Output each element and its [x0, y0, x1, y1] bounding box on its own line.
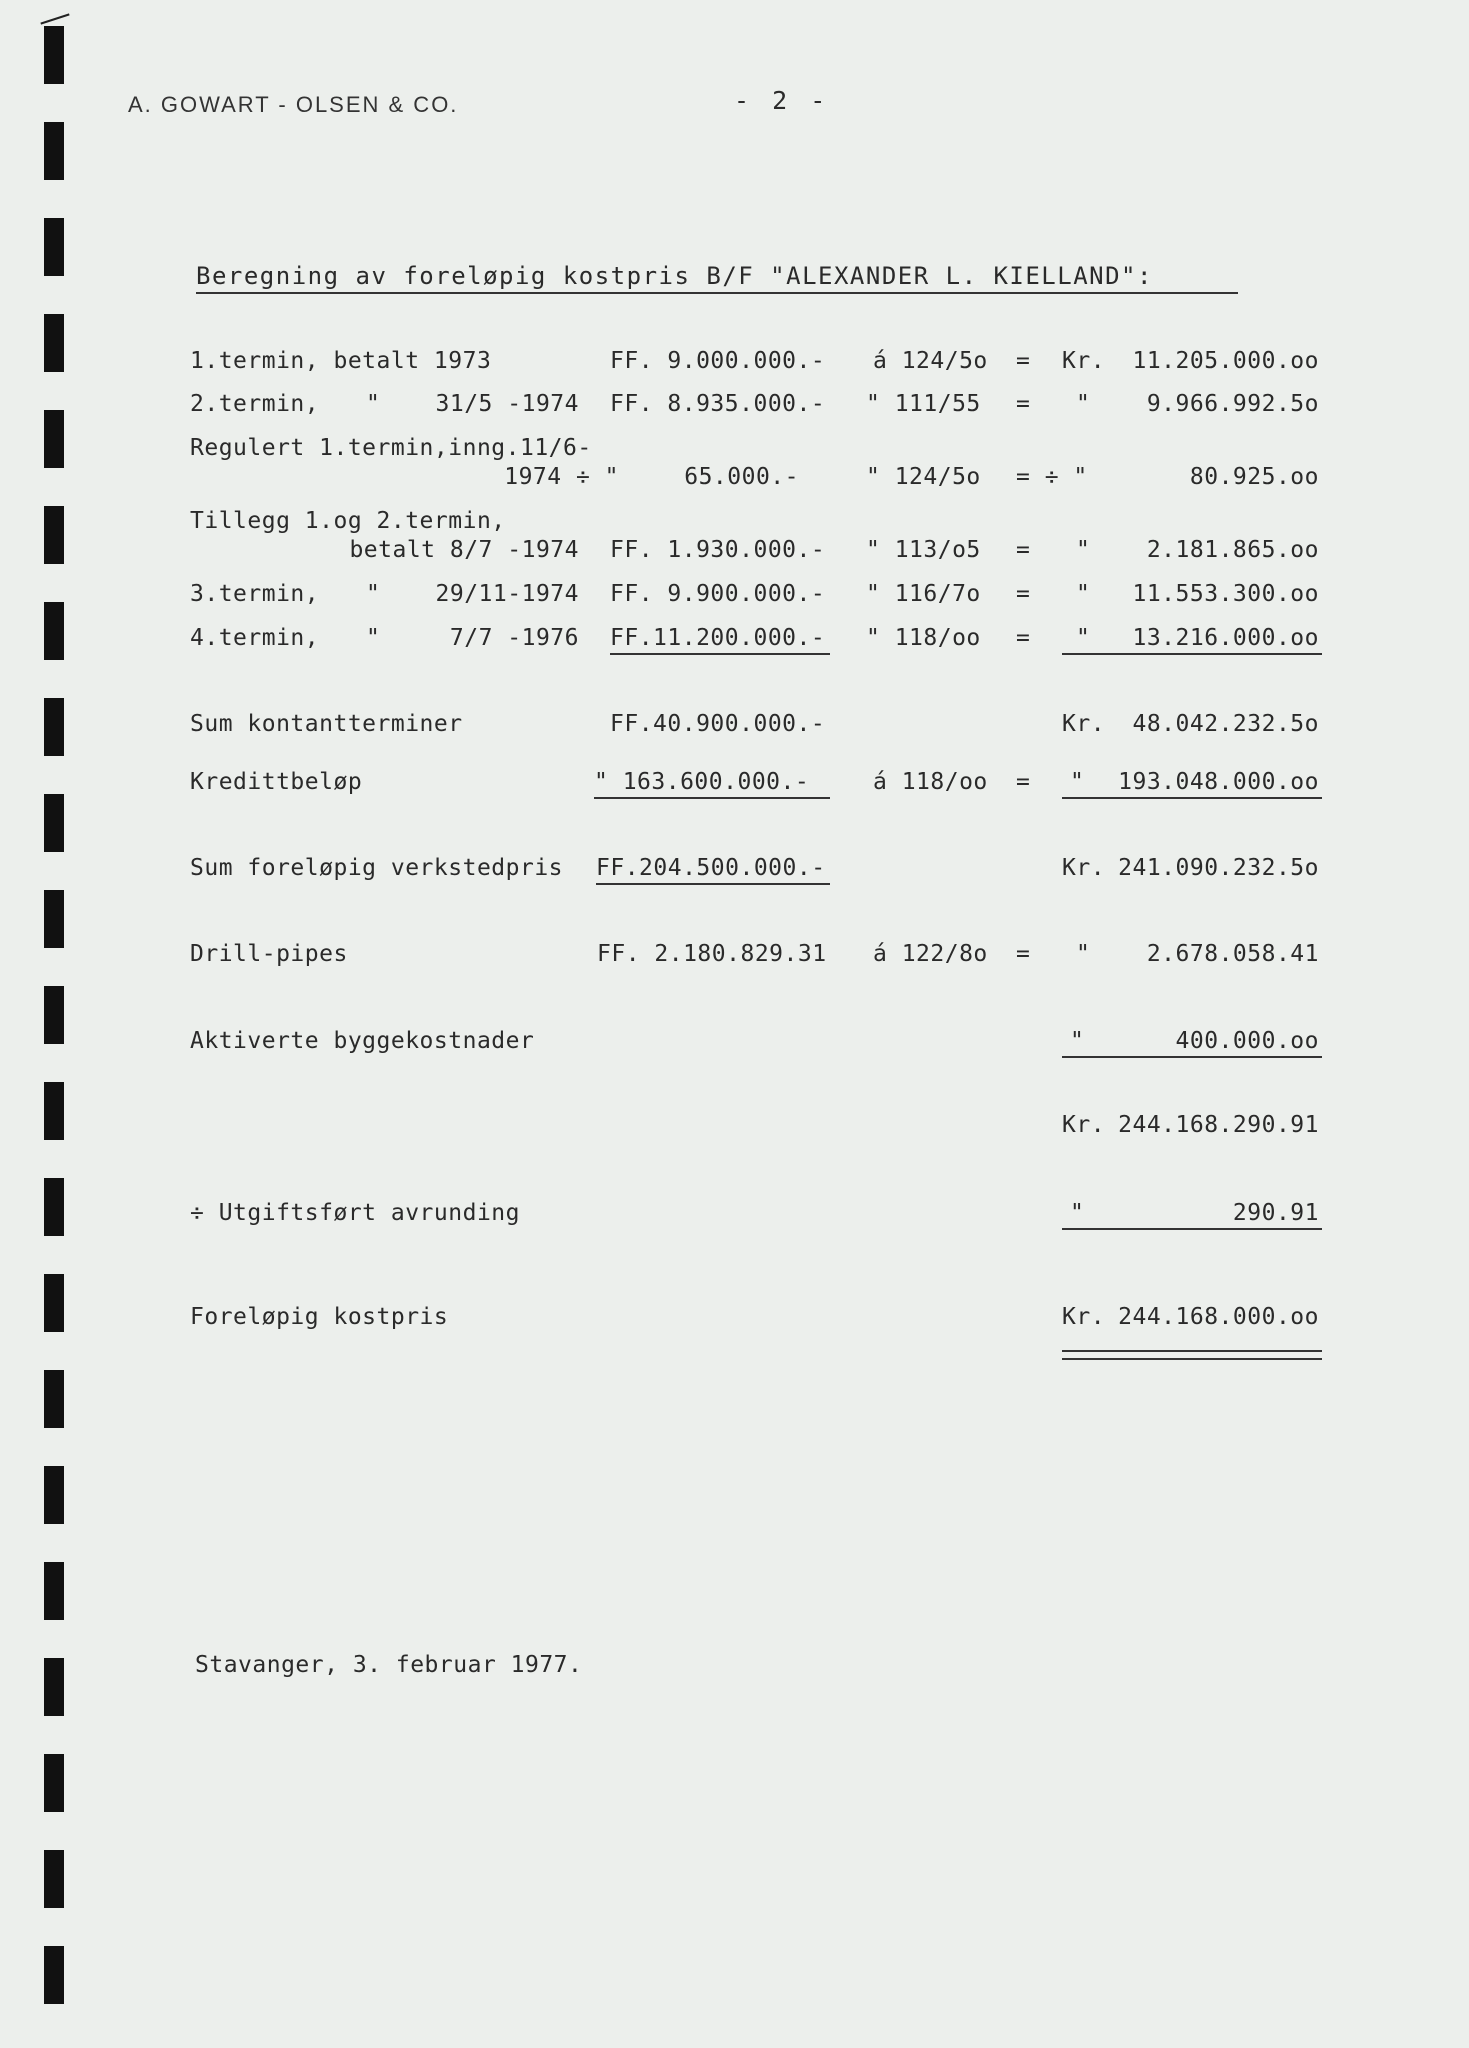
kreditt-ff: " 163.600.000.- — [594, 769, 810, 795]
drill-amount: 2.678.058.41 — [1146, 941, 1319, 967]
binding-hole — [44, 1274, 64, 1332]
avrunding-amount: 290.91 — [1232, 1200, 1319, 1226]
row-equals: = — [1016, 391, 1031, 417]
binding-hole — [44, 602, 64, 660]
kreditt-amount: 193.048.000.oo — [1118, 769, 1319, 795]
binding-hole — [44, 1850, 64, 1908]
aktiverte-label: Aktiverte byggekostnader — [190, 1028, 535, 1054]
binding-hole — [44, 1658, 64, 1716]
row-currency: " — [1076, 581, 1091, 607]
row-kr-amount: 13.216.000.oo — [1132, 625, 1319, 651]
row-rate: " 116/7o — [866, 581, 981, 607]
row-rate: á 124/5o — [873, 348, 988, 374]
row-date: 7/7 -1976 — [449, 625, 579, 651]
sum-verksted-ff: FF.204.500.000.- — [596, 855, 826, 881]
row-kr-amount: 9.966.992.5o — [1146, 391, 1319, 417]
kostpris-currency: Kr. — [1062, 1304, 1106, 1330]
row-currency: " — [1076, 537, 1091, 563]
underline — [1062, 1228, 1322, 1230]
underline — [610, 653, 830, 655]
row-kr-amount: 80.925.oo — [1189, 464, 1319, 490]
drill-label: Drill-pipes — [190, 941, 348, 967]
heading-underline — [196, 292, 1238, 294]
row-equals: = — [1016, 581, 1031, 607]
binding-hole — [44, 890, 64, 948]
pen-mark — [40, 13, 69, 24]
aktiverte-amount: 400.000.oo — [1175, 1028, 1319, 1054]
page-number: - 2 - — [734, 86, 830, 115]
row-date: 31/5 -1974 — [435, 391, 579, 417]
drill-equals: = — [1016, 941, 1031, 967]
row-label-continued: 1974 ÷ " — [504, 464, 619, 490]
row-kr-amount: 11.205.000.oo — [1132, 348, 1319, 374]
binding-hole — [44, 1946, 64, 2004]
row-kr-amount: 2.181.865.oo — [1146, 537, 1319, 563]
row-label: 2.termin, — [190, 391, 320, 417]
sum-verksted-currency: Kr. — [1062, 855, 1106, 881]
binding-hole — [44, 1754, 64, 1812]
binding-hole — [44, 1178, 64, 1236]
kostpris-amount: 244.168.000.oo — [1118, 1304, 1319, 1330]
row-equals: = ÷ " — [1016, 464, 1088, 490]
document-heading: Beregning av foreløpig kostpris B/F "ALEXANDER L. KIELLAND": — [196, 262, 1153, 290]
sum-kontant-currency: Kr. — [1062, 711, 1106, 737]
letterhead-company: A. GOWART - OLSEN & CO. — [128, 92, 459, 117]
aktiverte-currency: " — [1070, 1028, 1085, 1054]
subtotal-currency: Kr. — [1062, 1112, 1106, 1138]
row-rate: " 124/5o — [866, 464, 981, 490]
sum-verksted-amount: 241.090.232.5o — [1118, 855, 1319, 881]
binding-hole — [44, 986, 64, 1044]
underline — [1062, 1056, 1322, 1058]
drill-currency: " — [1076, 941, 1091, 967]
binding-hole — [44, 26, 64, 84]
drill-ff: FF. 2.180.829.31 — [597, 941, 827, 967]
row-equals: = — [1016, 537, 1031, 563]
binding-hole — [44, 1082, 64, 1140]
kreditt-rate: á 118/oo — [873, 769, 988, 795]
kreditt-label: Kredittbeløp — [190, 769, 363, 795]
drill-rate: á 122/8o — [873, 941, 988, 967]
row-equals: = — [1016, 625, 1031, 651]
avrunding-label: ÷ Utgiftsført avrunding — [190, 1200, 520, 1226]
kostpris-label: Foreløpig kostpris — [190, 1304, 449, 1330]
row-currency: " — [1076, 625, 1091, 651]
sum-kontant-ff: FF.40.900.000.- — [610, 711, 826, 737]
row-ditto: " — [366, 581, 381, 607]
double-underline — [1062, 1350, 1322, 1360]
binding-hole — [44, 794, 64, 852]
row-kr-amount: 11.553.300.oo — [1132, 581, 1319, 607]
row-ff-amount: FF.11.200.000.- — [610, 625, 826, 651]
row-ff-amount: FF. 9.000.000.- — [610, 348, 826, 374]
row-date: 29/11-1974 — [435, 581, 579, 607]
row-ditto: " — [366, 625, 381, 651]
row-label: 3.termin, — [190, 581, 320, 607]
kreditt-equals: = — [1016, 769, 1031, 795]
row-ff-amount: FF. 1.930.000.- — [610, 537, 826, 563]
row-ff-amount: 65.000.- — [684, 464, 799, 490]
row-currency: " — [1076, 391, 1091, 417]
kreditt-currency: " — [1070, 769, 1085, 795]
row-label: 1.termin, betalt 1973 — [190, 348, 492, 374]
place-date: Stavanger, 3. februar 1977. — [195, 1652, 583, 1678]
row-rate: " 118/oo — [866, 625, 981, 651]
row-currency: Kr. — [1062, 348, 1106, 374]
binding-hole — [44, 1562, 64, 1620]
binding-hole — [44, 1370, 64, 1428]
row-label-continued: betalt 8/7 -1974 — [349, 537, 579, 563]
sum-verksted-label: Sum foreløpig verkstedpris — [190, 855, 564, 881]
row-label: Tillegg 1.og 2.termin, — [190, 508, 506, 534]
binding-hole — [44, 314, 64, 372]
row-ditto: " — [366, 391, 381, 417]
binding-hole — [44, 506, 64, 564]
row-label: Regulert 1.termin,inng.11/6- — [190, 435, 592, 461]
binding-hole — [44, 1466, 64, 1524]
row-rate: " 111/55 — [866, 391, 981, 417]
binding-hole — [44, 698, 64, 756]
row-rate: " 113/o5 — [866, 537, 981, 563]
underline — [596, 883, 830, 885]
row-equals: = — [1016, 348, 1031, 374]
row-ff-amount: FF. 8.935.000.- — [610, 391, 826, 417]
underline — [1062, 653, 1322, 655]
underline — [594, 797, 830, 799]
binding-hole — [44, 122, 64, 180]
underline — [1062, 797, 1322, 799]
row-ff-amount: FF. 9.900.000.- — [610, 581, 826, 607]
avrunding-currency: " — [1070, 1200, 1085, 1226]
sum-kontant-amount: 48.042.232.5o — [1132, 711, 1319, 737]
sum-kontant-label: Sum kontantterminer — [190, 711, 463, 737]
row-label: 4.termin, — [190, 625, 320, 651]
subtotal-amount: 244.168.290.91 — [1118, 1112, 1319, 1138]
binding-hole — [44, 218, 64, 276]
binding-hole — [44, 410, 64, 468]
